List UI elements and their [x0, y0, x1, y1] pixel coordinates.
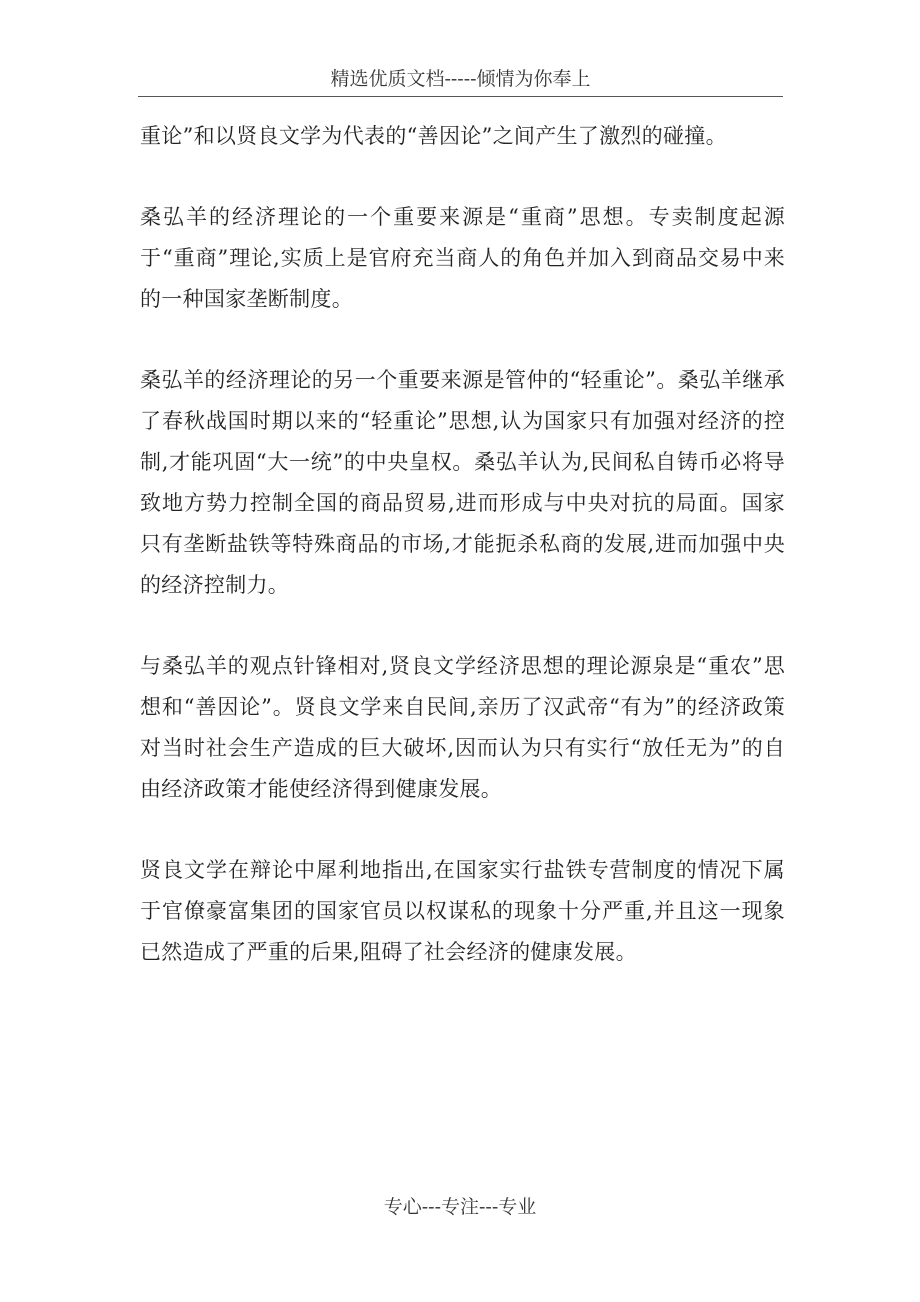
document-body [140, 116, 785, 1013]
paragraph-5: 贤良文学在辩论中犀利地指出,在国家实行盐铁专营制度的情况下属于官僚豪富集团的国家官员以权谋私的现象十分严重,并且这一现象已然造成了严重的后果,阻碍了社会经济的健康发展。 [140, 858, 785, 964]
paragraph-2: 桑弘羊的经济理论的一个重要来源是“重商”思想。专卖制度起源于“重商”理论,实质上是官府充当商人的角色并加入到商品交易中来的一种国家垄断制度。 [140, 205, 785, 311]
paragraph-3: 桑弘羊的经济理论的另一个重要来源是管仲的“轻重论”。桑弘羊继承了春秋战国时期以来的“轻重论”思想,认为国家只有加强对经济的控制,才能巩固“大一统”的中央皇权。桑弘羊认为,民间私自铸币必将导致地方势力控制全国的商品贸易,进而形成与中央对抗的局面。国家只有垄断盐铁等特殊商品的市场,才能扼杀私商的发展,进而加强中央的经济控制力。 [140, 368, 785, 597]
paragraph-4: 与桑弘羊的观点针锋相对,贤良文学经济思想的理论源泉是“重农”思想和“善因论”。贤良文学来自民间,亲历了汉武帝“有为”的经济政策对当时社会生产造成的巨大破坏,因而认为只有实行“放任无为”的自由经济政策才能使经济得到健康发展。 [140, 654, 785, 801]
paragraph-1: 重论”和以贤良文学为代表的“善因论”之间产生了激烈的碰撞。 [140, 124, 727, 148]
page-header: 精选优质文档-----倾情为你奉上 [138, 64, 783, 97]
page-footer: 专心---专注---专业 [383, 1196, 537, 1218]
